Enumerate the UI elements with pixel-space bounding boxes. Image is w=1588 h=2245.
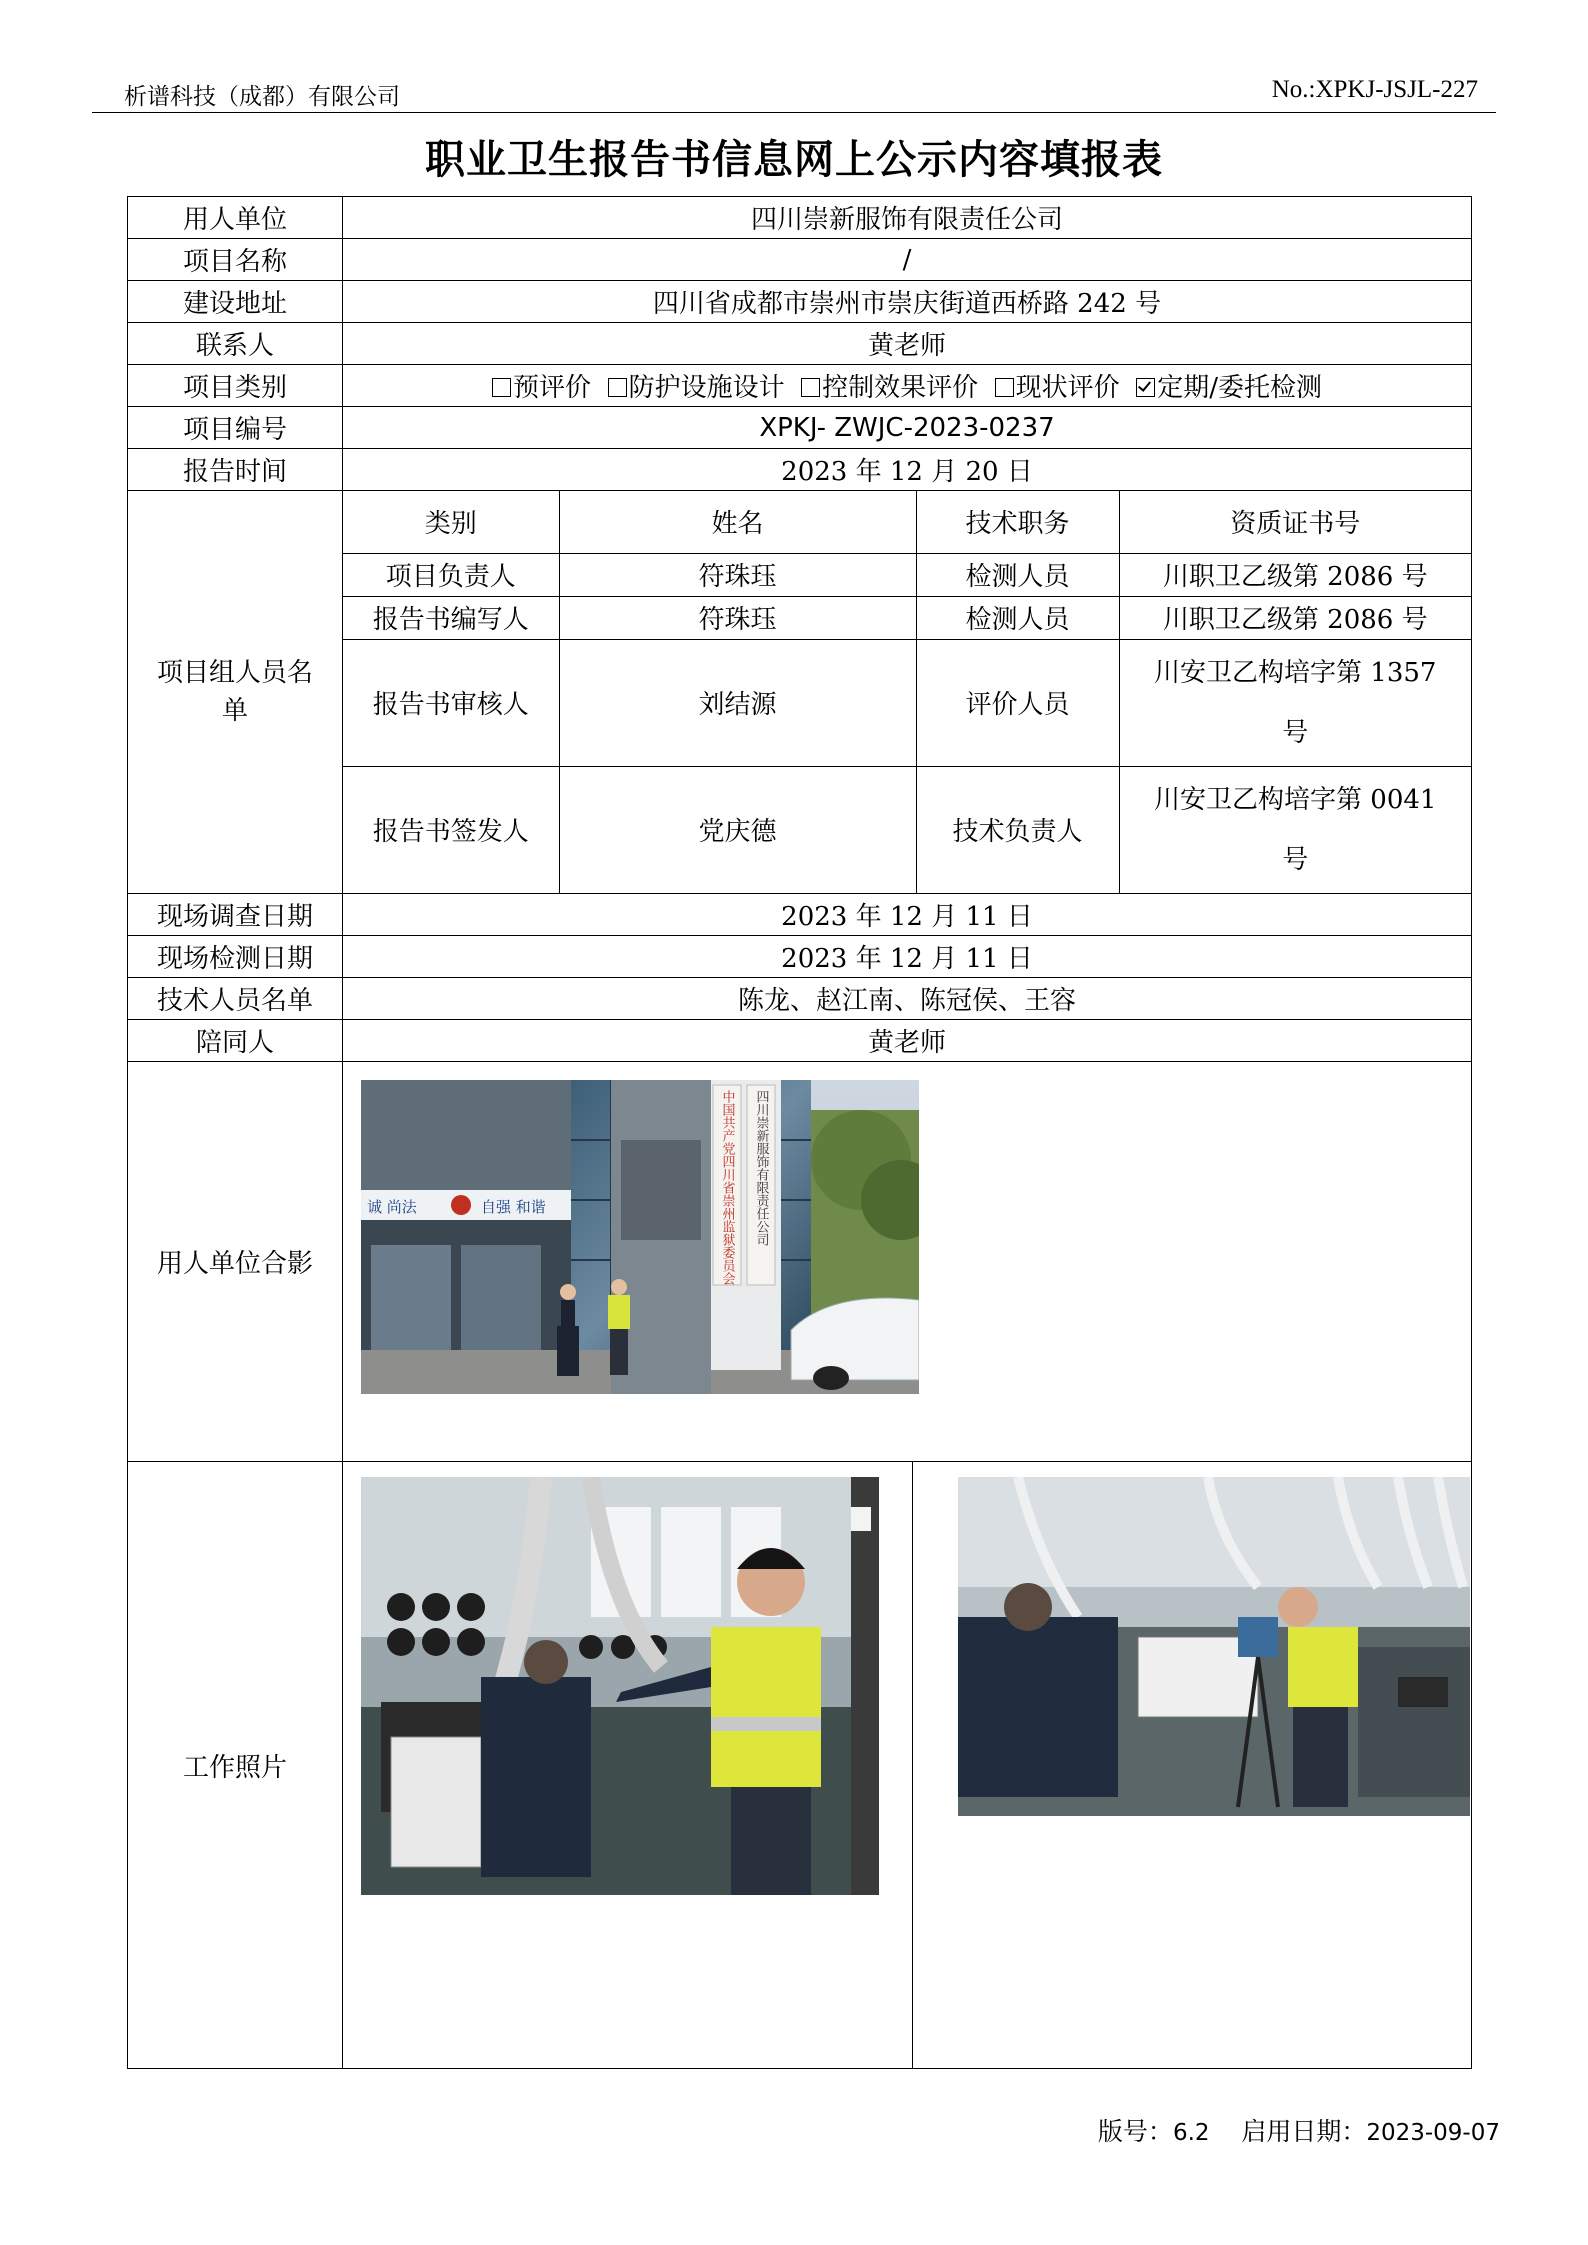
team-role: 项目负责人 <box>343 553 559 596</box>
team-member-name: 符珠珏 <box>559 596 916 639</box>
team-member-title: 评价人员 <box>916 639 1119 766</box>
project-no-value: XPKJ- ZWJC-2023-0237 <box>343 407 1472 449</box>
technicians-label: 技术人员名单 <box>128 978 343 1020</box>
version-value: 6.2 <box>1172 2120 1210 2146</box>
row-category <box>128 365 1472 407</box>
row-test-date <box>128 936 1472 978</box>
row-report-date <box>128 449 1472 491</box>
row-technicians <box>128 978 1472 1020</box>
team-member-cert: 川安卫乙构培字第 0041 号 <box>1119 766 1471 893</box>
group-photo <box>361 1080 919 1394</box>
escort-label: 陪同人 <box>128 1020 343 1062</box>
survey-date-value: 2023 年 12 月 11 日 <box>343 894 1472 936</box>
team-member-title: 技术负责人 <box>916 766 1119 893</box>
footer-version <box>1098 2112 1500 2148</box>
group-photo-image <box>361 1080 919 1394</box>
team-label: 项目组人员名单 <box>128 491 343 894</box>
option-periodic-testing[interactable]: 定期/委托检测 <box>1136 373 1322 403</box>
project-no-label: 项目编号 <box>128 407 343 449</box>
work-photo-2 <box>958 1477 1470 1816</box>
contact-value: 黄老师 <box>343 323 1472 365</box>
option-protection-design[interactable]: 防护设施设计 <box>608 373 785 403</box>
team-header: 技术职务 <box>916 491 1119 553</box>
team-member-name: 刘结源 <box>559 639 916 766</box>
document-number: No.:XPKJ-JSJL-227 <box>1271 76 1478 103</box>
survey-date-label: 现场调查日期 <box>128 894 343 936</box>
category-options <box>343 365 1472 407</box>
checkbox-icon <box>492 378 511 397</box>
test-date-label: 现场检测日期 <box>128 936 343 978</box>
team-role: 报告书编写人 <box>343 596 559 639</box>
work-photo-2-image <box>958 1477 1470 1816</box>
row-survey-date <box>128 894 1472 936</box>
technicians-value: 陈龙、赵江南、陈冠侯、王容 <box>343 978 1472 1020</box>
address-label: 建设地址 <box>128 281 343 323</box>
project-name-value: / <box>343 239 1472 281</box>
checkbox-icon <box>801 378 820 397</box>
team-member-title: 检测人员 <box>916 553 1119 596</box>
team-member-cert: 川职卫乙级第 2086 号 <box>1119 596 1471 639</box>
team-role: 报告书审核人 <box>343 639 559 766</box>
wall-slogan-left: 诚 尚法 <box>367 1198 417 1216</box>
team-row <box>343 553 1471 596</box>
work-photos-label: 工作照片 <box>128 1462 343 2069</box>
category-label: 项目类别 <box>128 365 343 407</box>
team-role: 报告书签发人 <box>343 766 559 893</box>
checkbox-icon <box>608 378 627 397</box>
team-header: 姓名 <box>559 491 916 553</box>
wall-slogan-right: 自强 和谐 <box>481 1198 546 1216</box>
team-cell <box>343 491 1472 894</box>
team-member-name: 符珠珏 <box>559 553 916 596</box>
escort-value: 黄老师 <box>343 1020 1472 1062</box>
group-photo-label: 用人单位合影 <box>128 1062 343 1462</box>
employer-value: 四川崇新服饰有限责任公司 <box>343 197 1472 239</box>
effective-date-label: 启用日期： <box>1241 2117 1367 2146</box>
test-date-value: 2023 年 12 月 11 日 <box>343 936 1472 978</box>
version-label: 版号： <box>1097 2117 1173 2146</box>
company-name: 析谱科技（成都）有限公司 <box>124 84 400 110</box>
team-row <box>343 766 1471 893</box>
row-team <box>128 491 1472 894</box>
vertical-sign-party: 中国共产党四川省崇州监狱委员会 <box>719 1090 735 1285</box>
employer-label: 用人单位 <box>128 197 343 239</box>
contact-label: 联系人 <box>128 323 343 365</box>
report-date-value: 2023 年 12 月 20 日 <box>343 449 1472 491</box>
checked-checkbox-icon <box>1136 378 1155 397</box>
row-employer <box>128 197 1472 239</box>
team-header: 类别 <box>343 491 559 553</box>
checkbox-icon <box>995 378 1014 397</box>
team-row <box>343 639 1471 766</box>
team-member-name: 党庆德 <box>559 766 916 893</box>
team-header-row <box>343 491 1471 553</box>
page-title: 职业卫生报告书信息网上公示内容填报表 <box>425 137 1163 183</box>
team-header: 资质证书号 <box>1119 491 1471 553</box>
address-value: 四川省成都市崇州市崇庆街道西桥路 242 号 <box>343 281 1472 323</box>
row-escort <box>128 1020 1472 1062</box>
vertical-sign-company: 四川崇新服饰有限责任公司 <box>753 1090 769 1246</box>
team-member-title: 检测人员 <box>916 596 1119 639</box>
project-name-label: 项目名称 <box>128 239 343 281</box>
option-status-evaluation[interactable]: 现状评价 <box>995 373 1120 403</box>
row-project-name <box>128 239 1472 281</box>
row-address <box>128 281 1472 323</box>
row-project-no <box>128 407 1472 449</box>
work-photo-1 <box>361 1477 879 1895</box>
report-date-label: 报告时间 <box>128 449 343 491</box>
row-contact <box>128 323 1472 365</box>
work-photo-1-image <box>361 1477 879 1895</box>
header-divider <box>92 112 1496 113</box>
team-member-cert: 川职卫乙级第 2086 号 <box>1119 553 1471 596</box>
team-row <box>343 596 1471 639</box>
option-control-evaluation[interactable]: 控制效果评价 <box>801 373 978 403</box>
team-table <box>343 491 1471 893</box>
effective-date-value: 2023-09-07 <box>1366 2120 1500 2146</box>
team-member-cert: 川安卫乙构培字第 1357 号 <box>1119 639 1471 766</box>
option-pre-assessment[interactable]: 预评价 <box>492 373 591 403</box>
